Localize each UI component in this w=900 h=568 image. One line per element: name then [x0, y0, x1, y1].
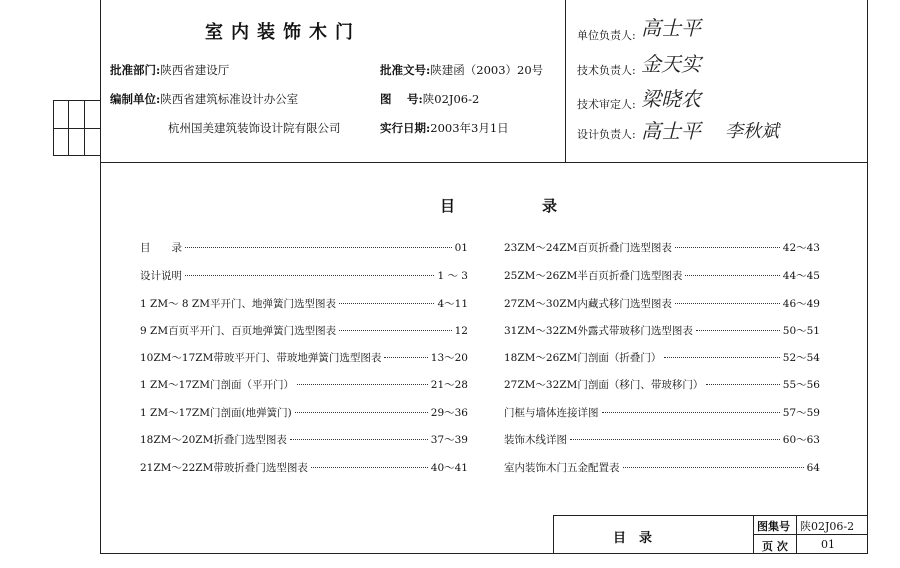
review-label: 技术审定人:: [577, 98, 636, 111]
approval-dept-value: 陕西省建设厅: [160, 63, 230, 77]
editor-unit-2: 杭州国美建筑装饰设计院有限公司: [168, 121, 341, 135]
design-head-label: 设计负责人:: [577, 128, 636, 141]
toc-item[interactable]: 18ZM～20ZM折叠门选型图表 37～39: [140, 434, 468, 446]
toc-heading: 目 录: [440, 197, 594, 215]
toc-item[interactable]: 31ZM～32ZM外露式带玻移门选型图表 50～51: [504, 325, 820, 337]
design-head-signature-2: 李秋斌: [725, 121, 779, 142]
toc-item[interactable]: 设计说明 1 ～ 3: [140, 270, 468, 282]
toc-item[interactable]: 18ZM～26ZM门剖面（折叠门） 52～54: [504, 352, 820, 364]
atlas-number: 陕02J06-2: [800, 520, 855, 533]
footer-title: 目 录: [613, 531, 653, 546]
page-number-label: 页 次: [762, 540, 788, 553]
page-number: 01: [821, 538, 835, 551]
editor-unit-label: 编制单位:: [110, 92, 161, 106]
toc-item[interactable]: 1 ZM～17ZM门剖面（平开门） 21～28: [140, 379, 468, 391]
toc-item[interactable]: 1 ZM～ 8 ZM平开门、地弹簧门选型图表 4～11: [140, 298, 468, 310]
effective-date-label: 实行日期:: [380, 121, 431, 135]
approval-dept: [110, 62, 229, 78]
tech-head-signature: 金天实: [641, 52, 701, 76]
body-left-rule: [100, 162, 101, 554]
toc-item[interactable]: 10ZM～17ZM带玻平开门、带玻地弹簧门选型图表 13～20: [140, 352, 468, 364]
design-head-signature: 高士平: [641, 119, 701, 143]
toc-item[interactable]: 23ZM～24ZM百页折叠门选型图表 42～43: [504, 242, 820, 254]
toc-item[interactable]: 1 ZM～17ZM门剖面(地弹簧门) 29～36: [140, 407, 468, 419]
toc-item[interactable]: 目 录 01: [140, 242, 468, 254]
approval-doc: [380, 62, 543, 78]
toc-item[interactable]: 9 ZM百页平开门、百页地弹簧门选型图表 12: [140, 325, 468, 337]
effective-date: [380, 120, 509, 136]
drawing-number-value: 陕02J06-2: [422, 92, 480, 106]
header-bottom-rule: [100, 162, 868, 163]
header-right-rule: [867, 0, 868, 162]
atlas-number-label: 图集号: [757, 520, 790, 533]
unit-head-signature: 高士平: [641, 16, 701, 40]
approval-doc-value: 陕建函（2003）20号: [430, 63, 544, 77]
editor-unit-value: 陕西省建筑标准设计办公室: [160, 92, 299, 106]
tech-head-label: 技术负责人:: [577, 64, 636, 77]
page-title: 室内装饰木门: [205, 22, 361, 43]
drawing-number: [380, 91, 479, 107]
header-left-rule: [100, 0, 101, 162]
approval-dept-label: 批准部门:: [110, 63, 161, 77]
toc-item[interactable]: 27ZM～32ZM门剖面（移门、带玻移门） 55～56: [504, 379, 820, 391]
toc-item[interactable]: 21ZM～22ZM带玻折叠门选型图表 40～41: [140, 462, 468, 474]
watermark: [0, 0, 300, 18]
editor-unit: [110, 91, 298, 107]
review-signature: 梁晓农: [641, 87, 701, 111]
toc-item[interactable]: 室内装饰木门五金配置表 64: [504, 462, 820, 474]
effective-date-value: 2003年3月1日: [430, 121, 509, 135]
unit-head-label: 单位负责人:: [577, 29, 636, 42]
toc-item[interactable]: 27ZM～30ZM内藏式移门选型图表 46～49: [504, 298, 820, 310]
drawing-number-label: 图 号:: [380, 92, 423, 106]
toc-item[interactable]: 25ZM～26ZM半百页折叠门选型图表 44～45: [504, 270, 820, 282]
header-divider: [565, 0, 566, 162]
toc-item[interactable]: 门框与墙体连接详图 57～59: [504, 407, 820, 419]
toc-item[interactable]: 装饰木线详图 60～63: [504, 434, 820, 446]
binding-strip: [53, 100, 100, 156]
approval-doc-label: 批准文号:: [380, 63, 431, 77]
body-right-rule: [867, 162, 868, 554]
